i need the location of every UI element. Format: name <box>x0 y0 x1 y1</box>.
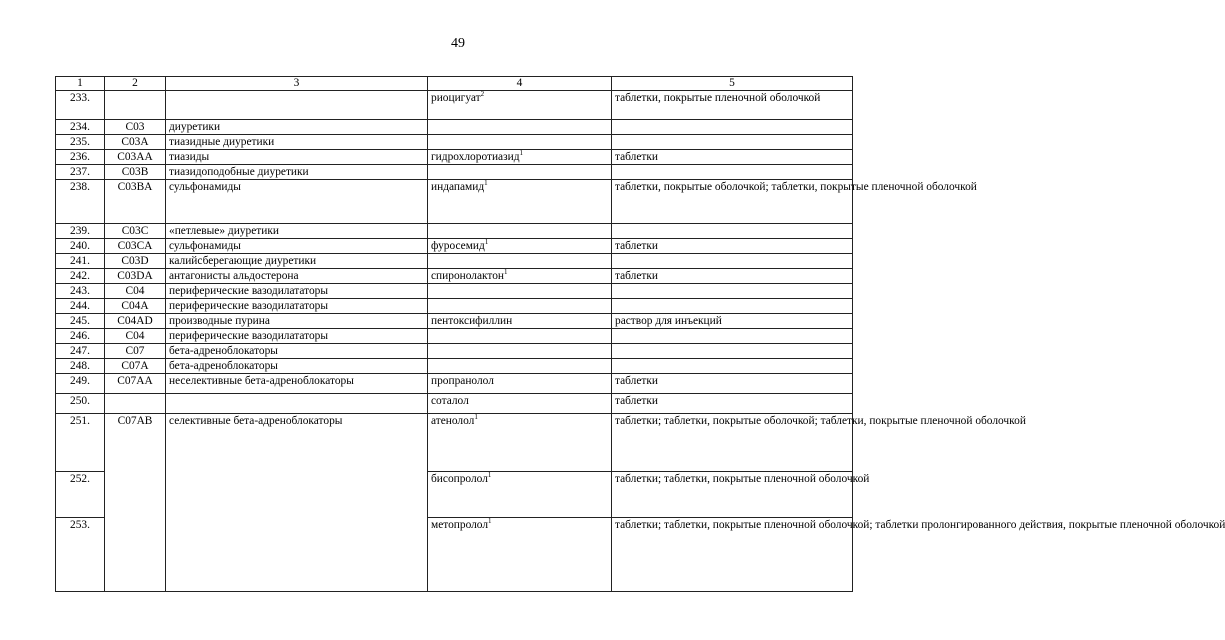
group-name-cell: селективные бета-адреноблокаторы <box>166 414 428 592</box>
drug-name-cell <box>428 269 612 284</box>
group-name-cell: антагонисты альдостерона <box>166 269 428 284</box>
drug-name-cell <box>428 239 612 254</box>
footnote-marker: 1 <box>487 471 492 480</box>
group-name-cell: сульфонамиды <box>166 180 428 224</box>
group-name-cell: тиазидоподобные диуретики <box>166 165 428 180</box>
footnote-marker: 1 <box>474 413 478 422</box>
atc-code-cell: C07A <box>105 359 166 374</box>
dosage-form-cell <box>612 329 853 344</box>
drug-name-cell <box>428 254 612 269</box>
row-number-cell: 242. <box>56 269 105 284</box>
dosage-form-cell <box>612 120 853 135</box>
dosage-form-cell: таблетки <box>612 150 853 165</box>
group-name-cell: периферические вазодилататоры <box>166 299 428 314</box>
row-number-cell: 244. <box>56 299 105 314</box>
drug-name-cell <box>428 344 612 359</box>
row-number-cell: 236. <box>56 150 105 165</box>
dosage-form-cell <box>612 135 853 150</box>
drug-name-cell <box>428 518 612 592</box>
dosage-form-cell <box>612 254 853 269</box>
drug-name-cell <box>428 120 612 135</box>
group-name-cell: бета-адреноблокаторы <box>166 344 428 359</box>
group-name-cell: тиазидные диуретики <box>166 135 428 150</box>
atc-code-cell: C03BA <box>105 180 166 224</box>
dosage-form-cell <box>612 224 853 239</box>
drug-name: пропранолол <box>431 375 494 387</box>
drug-name-cell <box>428 472 612 518</box>
row-number-cell: 243. <box>56 284 105 299</box>
drug-name-cell <box>428 374 612 394</box>
group-name-cell: диуретики <box>166 120 428 135</box>
drug-name: индапамид <box>431 181 485 193</box>
dosage-form-cell: таблетки; таблетки, покрытые пленочной оболочкой <box>612 472 853 518</box>
drug-name-cell <box>428 299 612 314</box>
drug-name: бисопролол <box>431 473 488 485</box>
table-row <box>56 254 853 269</box>
row-number-cell: 238. <box>56 180 105 224</box>
dosage-form-cell <box>612 165 853 180</box>
row-number-cell: 253. <box>56 518 105 592</box>
row-number-cell: 233. <box>56 91 105 120</box>
drug-name: риоцигуат <box>431 92 481 104</box>
atc-code-cell: C03B <box>105 165 166 180</box>
atc-code-cell: C07AB <box>105 414 166 592</box>
drug-name: спиронолактон <box>431 270 505 282</box>
atc-code-cell: C07AA <box>105 374 166 394</box>
table-row <box>56 394 853 414</box>
table-row <box>56 239 853 254</box>
row-number-cell: 246. <box>56 329 105 344</box>
group-name-cell: неселективные бета-адреноблокаторы <box>166 374 428 394</box>
table-row <box>56 284 853 299</box>
row-number-cell: 247. <box>56 344 105 359</box>
footnote-marker: 1 <box>484 238 489 247</box>
dosage-form-cell: таблетки <box>612 269 853 284</box>
footnote-marker: 1 <box>484 179 488 188</box>
dosage-form-cell: таблетки; таблетки, покрытые пленочной оболочкой; таблетки пролонгированного действия, покрытые пленочной оболочкой <box>612 518 853 592</box>
row-number-cell: 250. <box>56 394 105 414</box>
dosage-form-cell: таблетки, покрытые оболочкой; таблетки, покрытые пленочной оболочкой <box>612 180 853 224</box>
row-number-cell: 249. <box>56 374 105 394</box>
header-col-5: 5 <box>612 77 853 91</box>
drug-name: фуросемид <box>431 240 485 252</box>
drug-name-cell <box>428 284 612 299</box>
atc-code-cell: C03 <box>105 120 166 135</box>
drug-name-cell <box>428 359 612 374</box>
drug-name-cell <box>428 91 612 120</box>
footnote-marker: 1 <box>519 149 524 158</box>
dosage-form-cell <box>612 299 853 314</box>
group-name-cell: периферические вазодилататоры <box>166 284 428 299</box>
header-row <box>56 77 853 91</box>
header-col-3: 3 <box>166 77 428 91</box>
dosage-form-cell <box>612 359 853 374</box>
drug-name-cell <box>428 414 612 472</box>
atc-code-cell: C03A <box>105 135 166 150</box>
table-row <box>56 329 853 344</box>
row-number-cell: 252. <box>56 472 105 518</box>
footnote-marker: 2 <box>480 90 485 99</box>
header-col-1: 1 <box>56 77 105 91</box>
drug-name: пентоксифиллин <box>431 315 513 327</box>
atc-code-cell: C04A <box>105 299 166 314</box>
drug-name-cell <box>428 394 612 414</box>
group-name-cell: бета-адреноблокаторы <box>166 359 428 374</box>
row-number-cell: 239. <box>56 224 105 239</box>
drug-name: атенолол <box>431 415 475 427</box>
atc-code-cell <box>105 91 166 120</box>
drug-name-cell <box>428 329 612 344</box>
row-number-cell: 245. <box>56 314 105 329</box>
table-row <box>56 314 853 329</box>
atc-code-cell: C03AA <box>105 150 166 165</box>
table-row <box>56 150 853 165</box>
table-row <box>56 269 853 284</box>
atc-code-cell: C04AD <box>105 314 166 329</box>
dosage-form-cell: таблетки <box>612 374 853 394</box>
table-row <box>56 135 853 150</box>
drug-name: гидрохлоротиазид <box>431 151 520 163</box>
table-row <box>56 91 853 120</box>
dosage-form-cell: раствор для инъекций <box>612 314 853 329</box>
row-number-cell: 240. <box>56 239 105 254</box>
dosage-form-cell: таблетки; таблетки, покрытые оболочкой; таблетки, покрытые пленочной оболочкой <box>612 414 853 472</box>
group-name-cell <box>166 394 428 414</box>
header-col-2: 2 <box>105 77 166 91</box>
atc-code-cell: C03D <box>105 254 166 269</box>
table-row <box>56 120 853 135</box>
drug-name-cell <box>428 314 612 329</box>
drug-name-cell <box>428 165 612 180</box>
drug-name-cell <box>428 224 612 239</box>
drug-name-cell <box>428 135 612 150</box>
table-row <box>56 414 853 472</box>
table-row <box>56 344 853 359</box>
drug-name-cell <box>428 150 612 165</box>
table-row <box>56 299 853 314</box>
footnote-marker: 1 <box>488 517 492 526</box>
row-number-cell: 248. <box>56 359 105 374</box>
atc-code-cell <box>105 394 166 414</box>
header-col-4: 4 <box>428 77 612 91</box>
table-row <box>56 224 853 239</box>
table-row <box>56 180 853 224</box>
atc-code-cell: C03DA <box>105 269 166 284</box>
row-number-cell: 234. <box>56 120 105 135</box>
atc-code-cell: C04 <box>105 284 166 299</box>
medicines-table <box>55 76 1225 592</box>
dosage-form-cell <box>612 284 853 299</box>
row-number-cell: 251. <box>56 414 105 472</box>
drug-name: соталол <box>431 395 469 407</box>
drug-name-cell <box>428 180 612 224</box>
dosage-form-cell: таблетки <box>612 394 853 414</box>
row-number-cell: 241. <box>56 254 105 269</box>
dosage-form-cell: таблетки <box>612 239 853 254</box>
atc-code-cell: C07 <box>105 344 166 359</box>
group-name-cell: «петлевые» диуретики <box>166 224 428 239</box>
row-number-cell: 235. <box>56 135 105 150</box>
table-row <box>56 165 853 180</box>
group-name-cell: тиазиды <box>166 150 428 165</box>
atc-code-cell: C04 <box>105 329 166 344</box>
atc-code-cell: C03CA <box>105 239 166 254</box>
group-name-cell: сульфонамиды <box>166 239 428 254</box>
atc-code-cell: C03C <box>105 224 166 239</box>
table-row <box>56 359 853 374</box>
dosage-form-cell <box>612 344 853 359</box>
row-number-cell: 237. <box>56 165 105 180</box>
group-name-cell: калийсберегающие диуретики <box>166 254 428 269</box>
group-name-cell: производные пурина <box>166 314 428 329</box>
page-number: 49 <box>451 36 465 51</box>
drug-name: метопролол <box>431 519 489 531</box>
dosage-form-cell: таблетки, покрытые пленочной оболочкой <box>612 91 853 120</box>
group-name-cell: периферические вазодилататоры <box>166 329 428 344</box>
group-name-cell <box>166 91 428 120</box>
footnote-marker: 1 <box>504 268 508 277</box>
table-row <box>56 374 853 394</box>
